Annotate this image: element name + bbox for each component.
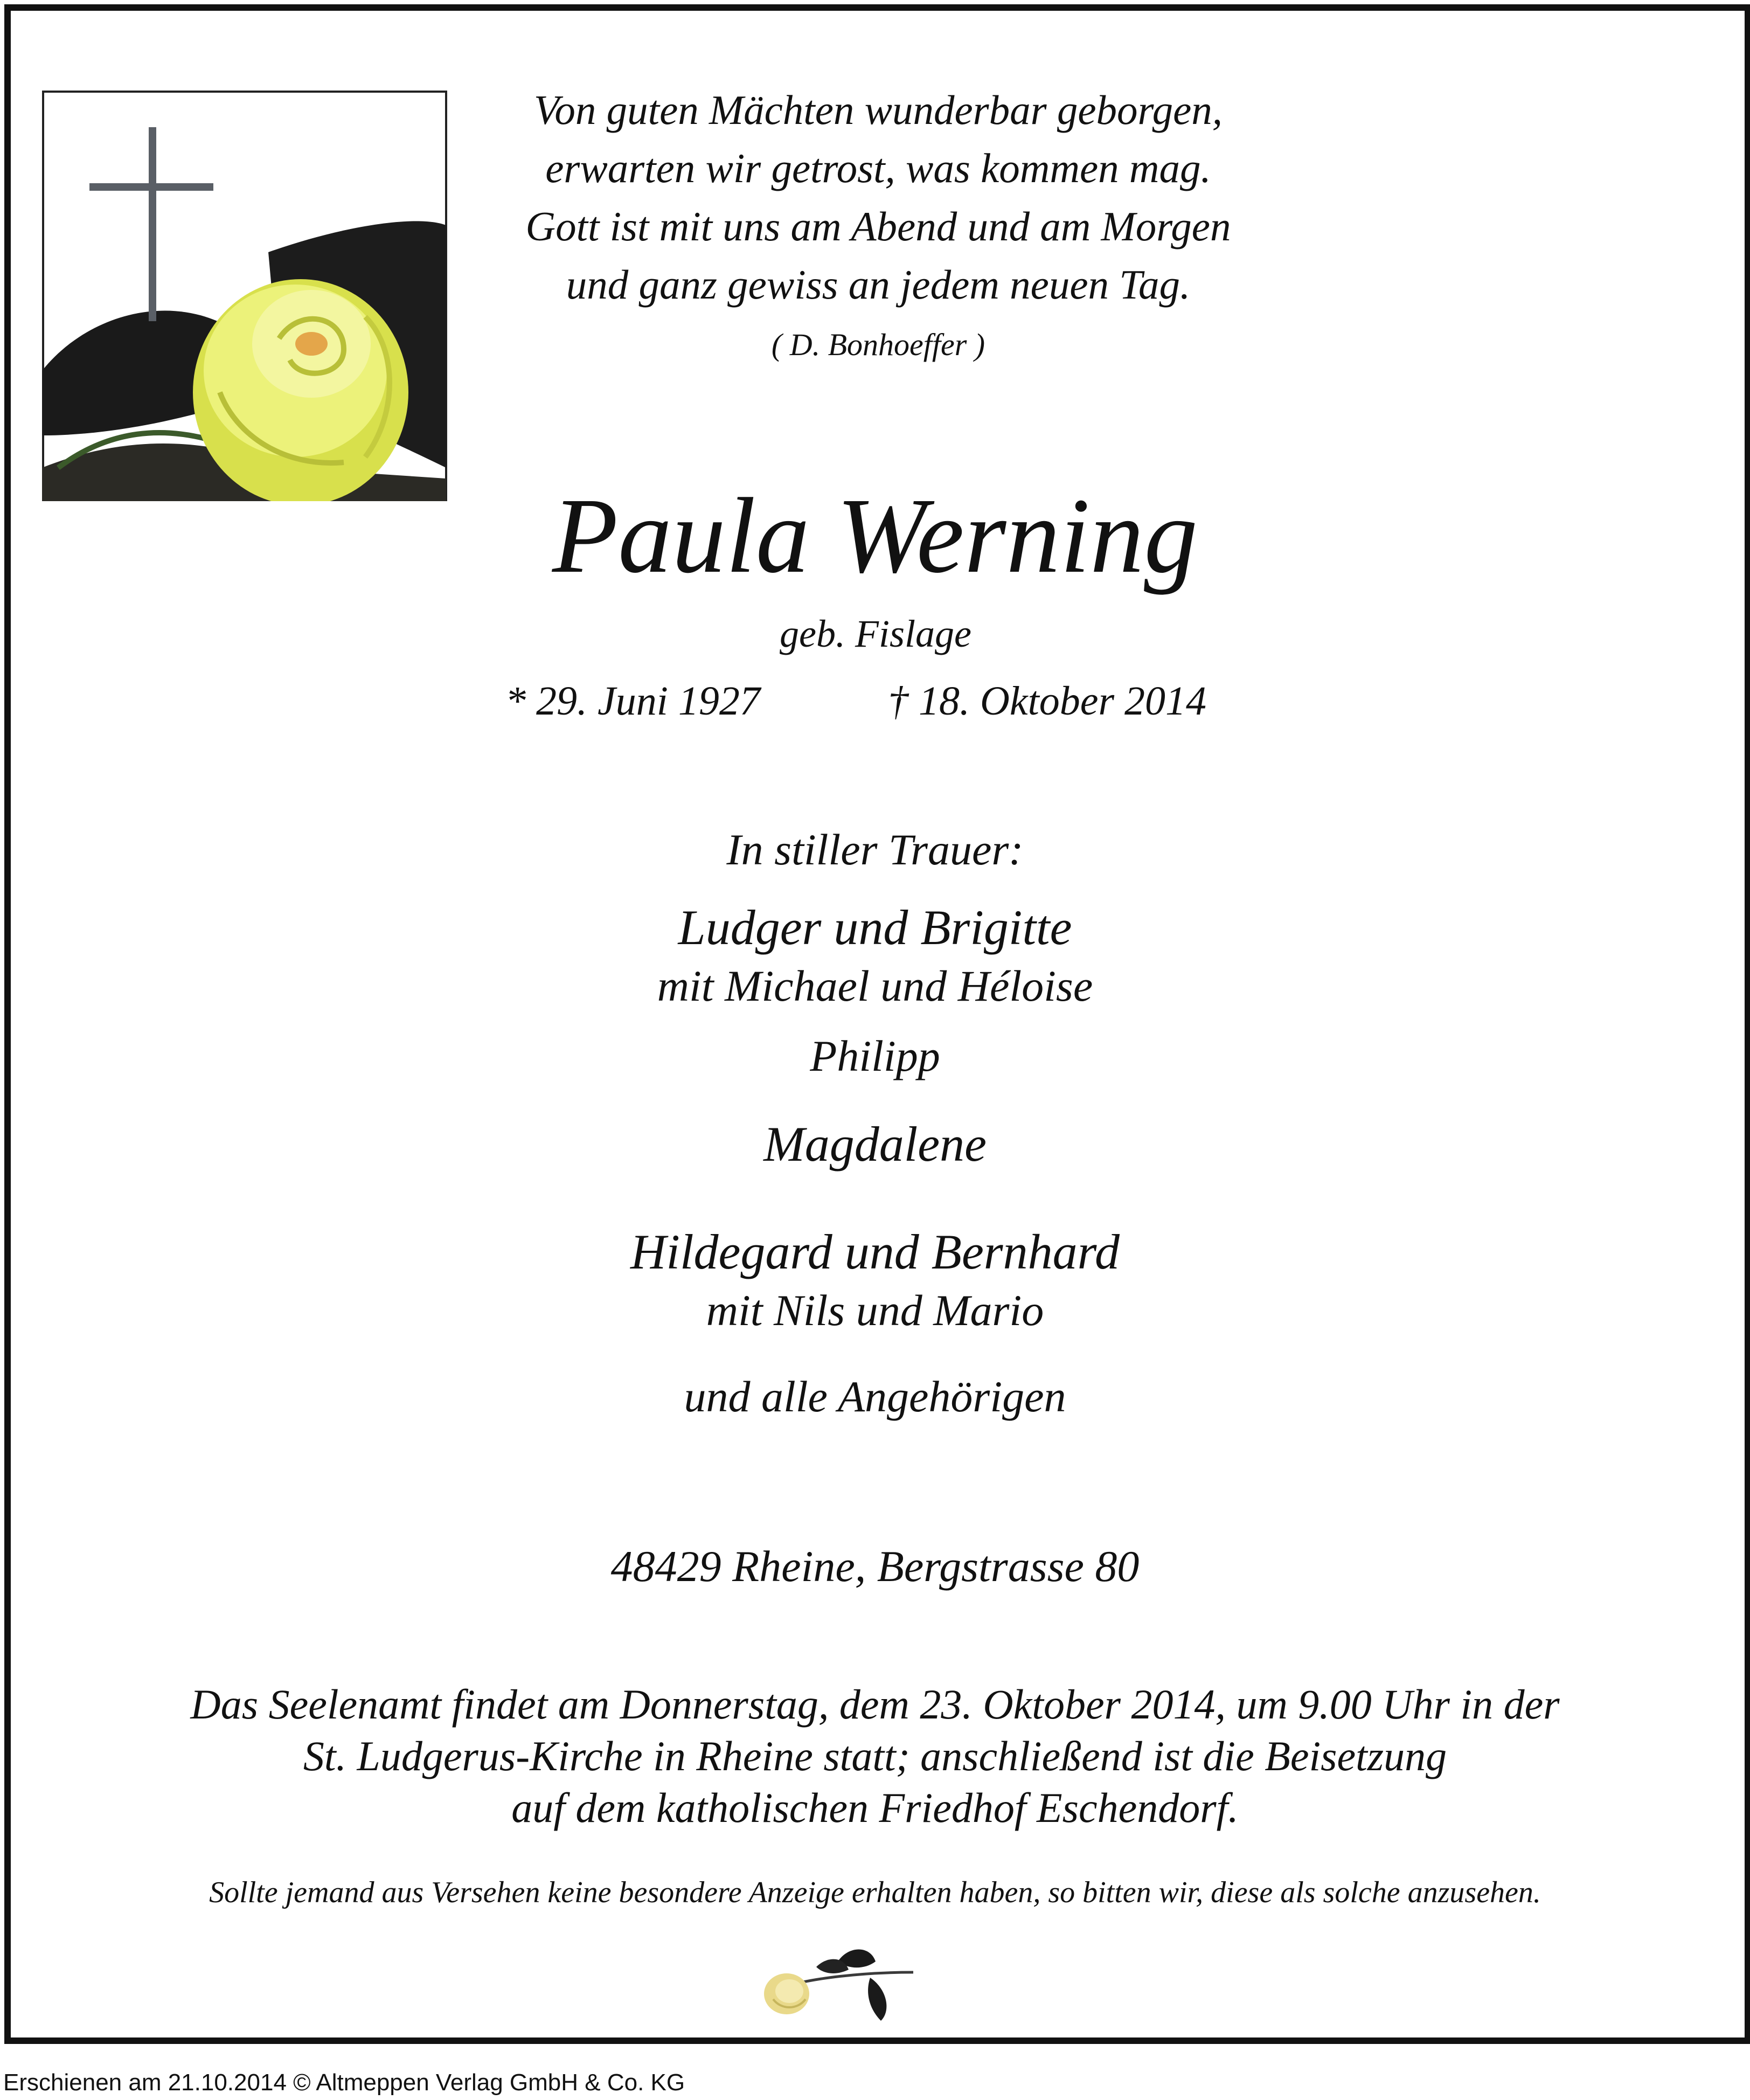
- mourner-name: Ludger und Brigitte: [678, 900, 1072, 955]
- service-info: [0, 1679, 1750, 1834]
- mourner-name: mit Michael und Héloise: [657, 961, 1093, 1010]
- mourner-name: Magdalene: [763, 1117, 987, 1172]
- notice-text: Sollte jemand aus Versehen keine besondere Anzeige erhalten haben, so bitten wir, diese als solche anzusehen.: [209, 1876, 1541, 1909]
- mourner-name: Hildegard und Bernhard: [630, 1224, 1120, 1279]
- service-line: St. Ludgerus-Kirche in Rheine statt; anschließend ist die Beisetzung: [303, 1732, 1447, 1779]
- quote-source: ( D. Bonhoeffer ): [771, 327, 985, 362]
- quote-line: Von guten Mächten wunderbar geborgen,: [533, 87, 1223, 133]
- quote-block: [463, 81, 1293, 314]
- quote-line: und ganz gewiss an jedem neuen Tag.: [566, 261, 1191, 308]
- publication-footer: Erschienen am 21.10.2014 © Altmeppen Verlag GmbH & Co. KG: [3, 2069, 685, 2096]
- service-line: auf dem katholischen Friedhof Eschendorf.: [511, 1784, 1239, 1831]
- mourner-name: mit Nils und Mario: [706, 1286, 1044, 1335]
- deceased-name: Paula Werning: [552, 476, 1198, 595]
- quote-line: erwarten wir getrost, was kommen mag.: [545, 145, 1211, 191]
- mourners-heading: In stiller Trauer:: [726, 825, 1024, 874]
- yellow-rose-image: [193, 279, 408, 501]
- cross-rose-image: [42, 91, 447, 501]
- address: 48429 Rheine, Bergstrasse 80: [610, 1542, 1140, 1591]
- mourner-name: Philipp: [810, 1031, 940, 1080]
- death-date: † 18. Oktober 2014: [888, 678, 1207, 724]
- small-rose-icon: [757, 1940, 924, 2026]
- birth-date: * 29. Juni 1927: [505, 678, 760, 724]
- maiden-name: geb. Fislage: [780, 612, 971, 655]
- quote-line: Gott ist mit uns am Abend und am Morgen: [525, 203, 1231, 249]
- mourner-name: und alle Angehörigen: [684, 1372, 1066, 1421]
- service-line: Das Seelenamt findet am Donnerstag, dem 23. Oktober 2014, um 9.00 Uhr in der: [190, 1681, 1560, 1728]
